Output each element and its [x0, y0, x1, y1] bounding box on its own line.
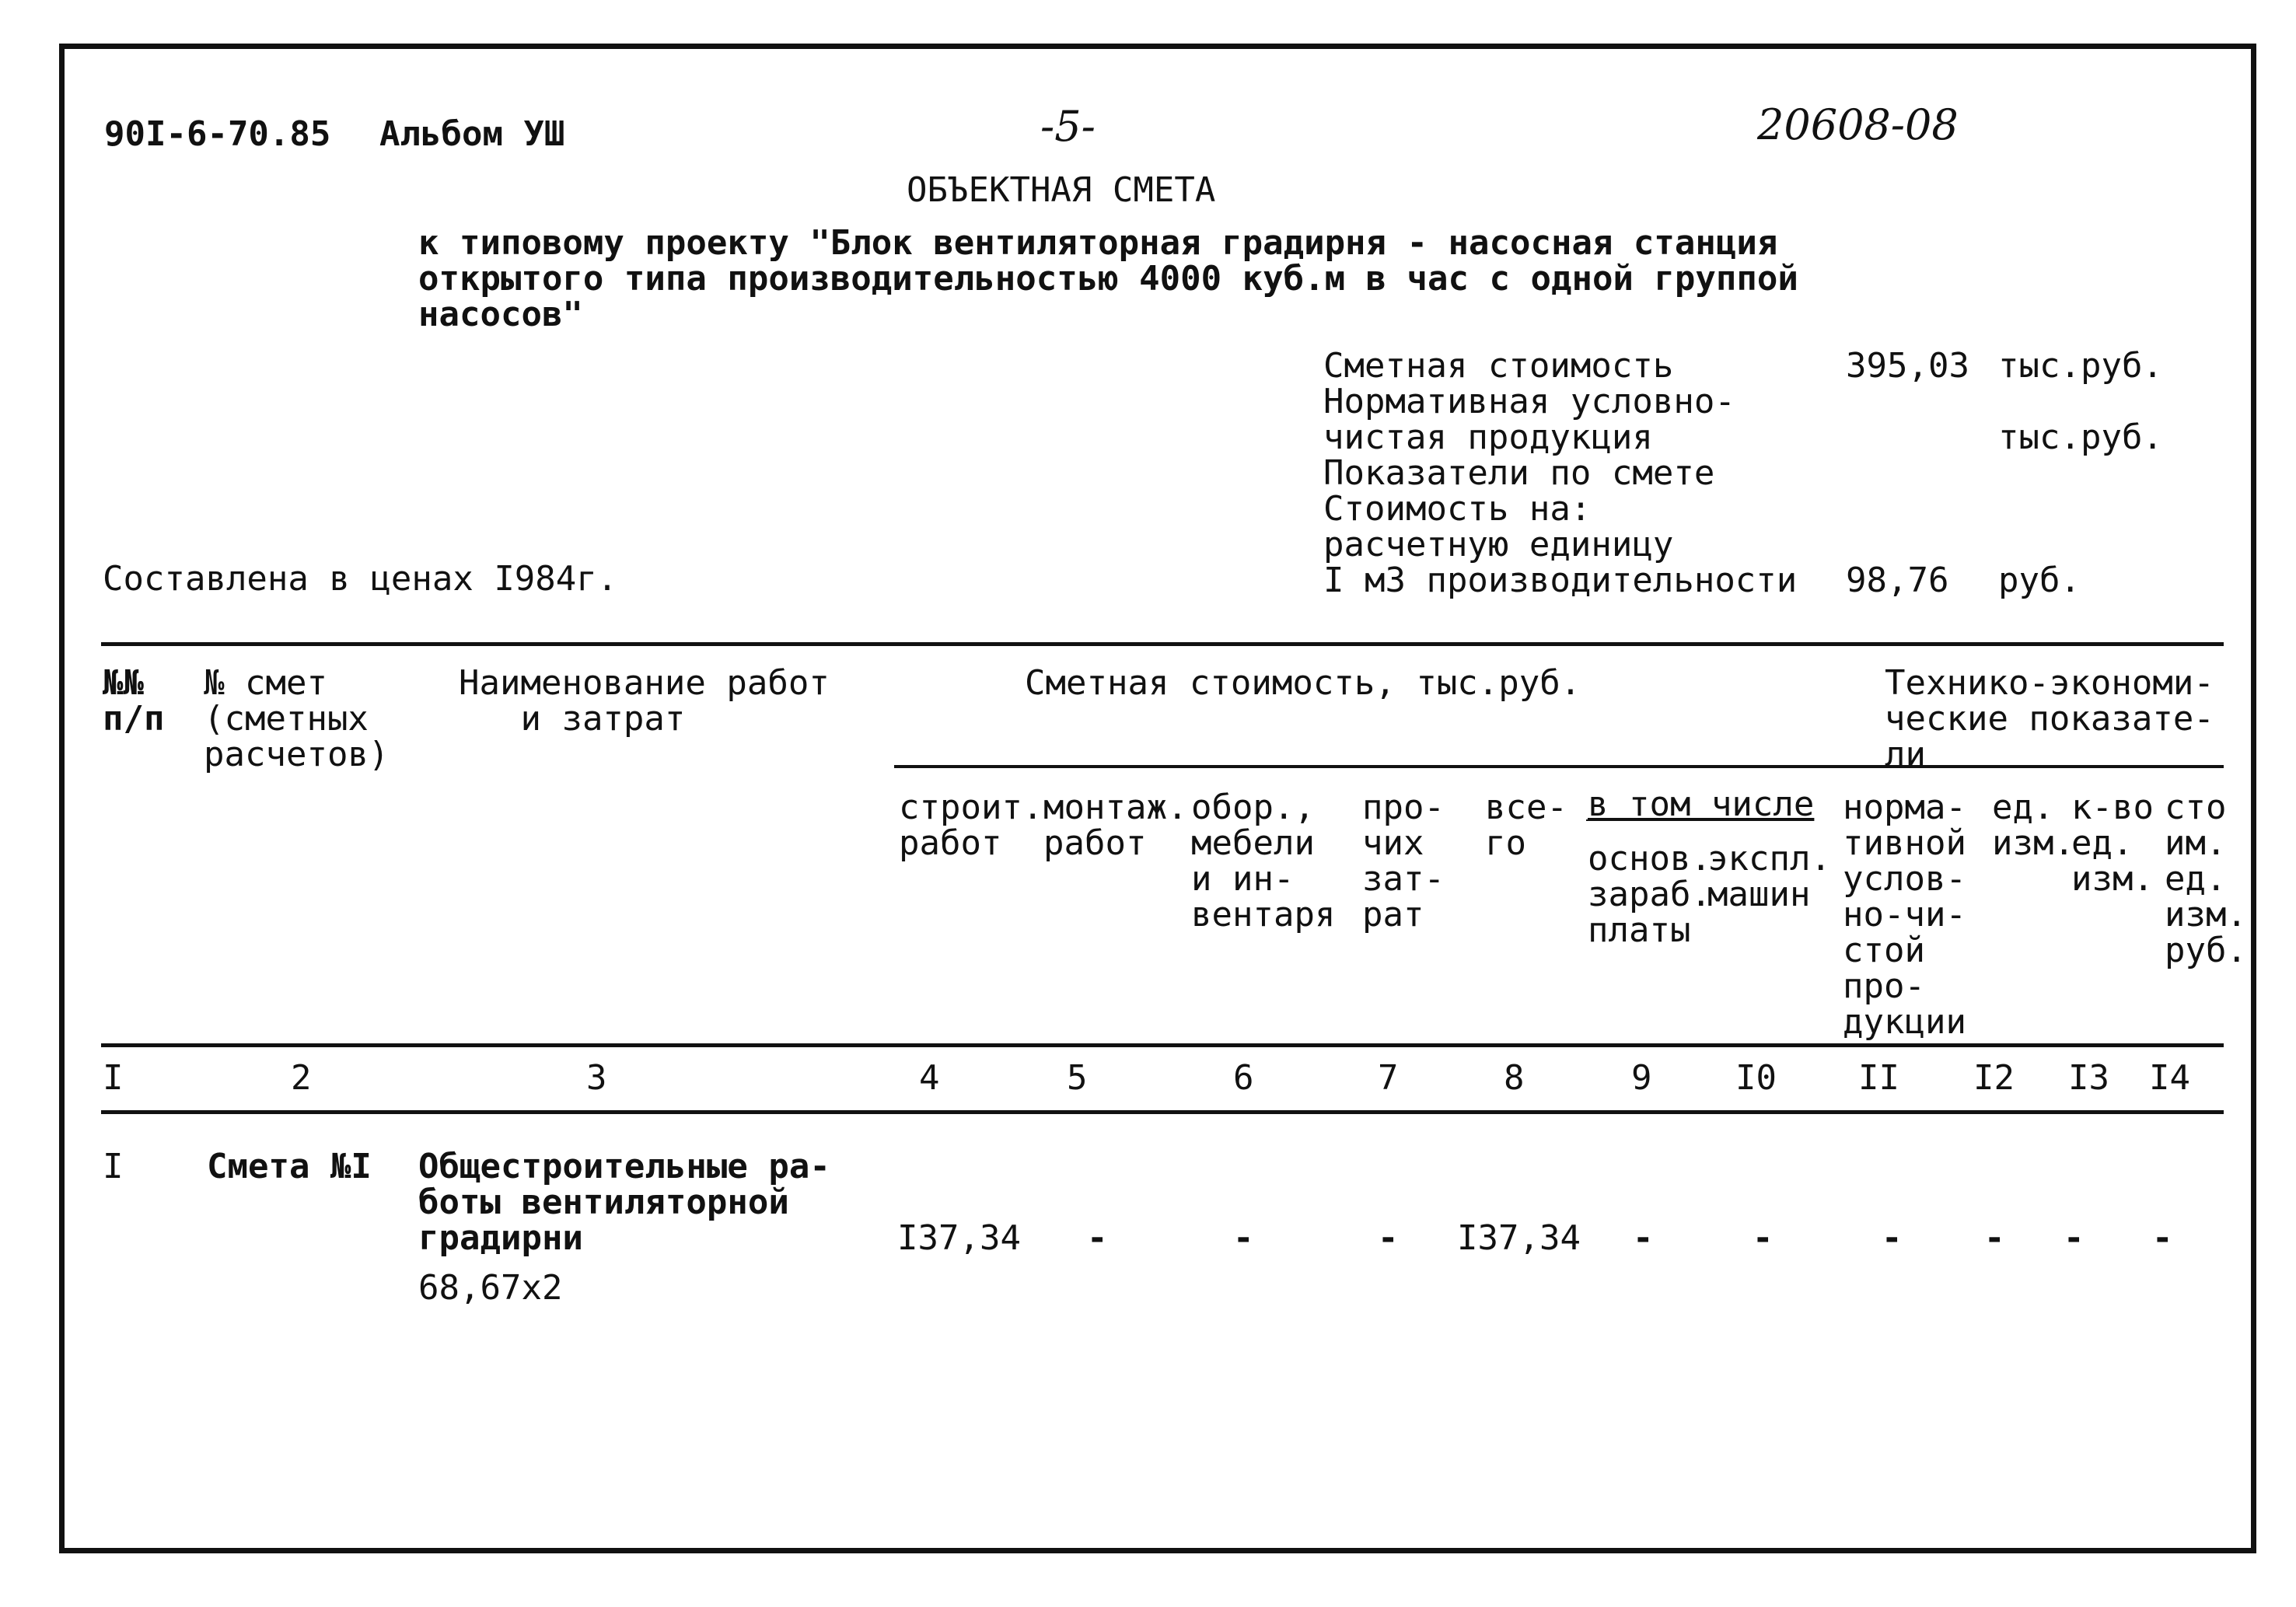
- row-installation-cost: -: [1087, 1218, 1108, 1258]
- col-qty-header: к-во ед. изм.: [2071, 788, 2154, 899]
- row-name: Общестроительные ра- боты вентиляторной градирни: [418, 1147, 830, 1258]
- col-number-7: 7: [1378, 1058, 1399, 1098]
- col-equipment-header: обор., мебели и ин- вентаря: [1191, 788, 1336, 935]
- row-unitcost: -: [2152, 1218, 2173, 1258]
- document-code: 90I-6-70.85: [104, 114, 331, 154]
- row-salary: -: [1633, 1218, 1654, 1258]
- row-construction-cost: I37,34: [897, 1218, 1021, 1258]
- incl-header: в том числе: [1588, 784, 1815, 824]
- row-total-cost: I37,34: [1457, 1218, 1581, 1258]
- cost-per-label: Стоимость на:: [1323, 489, 1592, 529]
- tech-group-header: Технико-экономи- ческие показате- ли: [1885, 663, 2214, 774]
- row-machines: -: [1753, 1218, 1774, 1258]
- cost-unit: тыс.руб.: [1998, 346, 2163, 386]
- subtitle-line-2: открытого типа производительностью 4000 куб.м в час с одной группой: [418, 259, 1798, 299]
- page-number: -5-: [1040, 102, 1096, 151]
- col-number-1: I: [103, 1058, 124, 1098]
- col-other-header: про- чих зат- рат: [1362, 788, 1445, 935]
- capacity-label: I м3 производительности: [1323, 561, 1798, 600]
- norm-label-2: чистая продукция: [1323, 417, 1653, 457]
- numbers-bottom-rule: [101, 1110, 2224, 1114]
- col-number-12: I2: [1973, 1058, 2015, 1098]
- col-number-10: I0: [1735, 1058, 1777, 1098]
- subtitle-line-1: к типовому проекту "Блок вентиляторная градирня - насосная станция: [418, 223, 1778, 263]
- norm-label-1: Нормативная условно-: [1323, 382, 1735, 421]
- prices-note: Составлена в ценах I984г.: [103, 559, 618, 599]
- col-unit-header: ед. изм.: [1992, 788, 2074, 863]
- header-bottom-rule: [101, 1043, 2224, 1047]
- cost-value: 395,03: [1846, 346, 1969, 386]
- row-qty: -: [2064, 1218, 2085, 1258]
- cost-label: Сметная стоимость: [1323, 346, 1674, 386]
- col-number-14: I4: [2149, 1058, 2190, 1098]
- col-estimate-header: № смет (сметных расчетов): [204, 663, 390, 774]
- col-number-8: 8: [1504, 1058, 1525, 1098]
- row-formula: 68,67x2: [418, 1268, 563, 1308]
- row-unit: -: [1984, 1218, 2005, 1258]
- col-total-header: все- го: [1485, 788, 1567, 863]
- col-number-13: I3: [2068, 1058, 2109, 1098]
- col-number-4: 4: [919, 1058, 940, 1098]
- row-other-cost: -: [1378, 1218, 1399, 1258]
- capacity-value: 98,76: [1846, 561, 1949, 600]
- col-number-3: 3: [586, 1058, 607, 1098]
- table-top-rule: [101, 642, 2224, 646]
- col-name-header: Наименование работ и затрат: [459, 663, 830, 739]
- col-unitcost-header: сто им. ед. изм. руб.: [2165, 788, 2247, 970]
- col-number-9: 9: [1631, 1058, 1652, 1098]
- col-installation-header: монтаж. работ: [1043, 788, 1188, 863]
- row-normative: -: [1882, 1218, 1903, 1258]
- col-construction-header: строит. работ: [899, 788, 1043, 863]
- document-number: 20608-08: [1757, 100, 1959, 149]
- capacity-unit: руб.: [1998, 561, 2081, 600]
- album-label: Альбом УШ: [379, 114, 565, 154]
- row-equipment-cost: -: [1233, 1218, 1254, 1258]
- col-number-6: 6: [1233, 1058, 1254, 1098]
- col-salary-header: основ. зараб. платы: [1588, 839, 1711, 950]
- col-machines-header: экспл. машин: [1707, 839, 1831, 914]
- col-number-5: 5: [1067, 1058, 1088, 1098]
- unit-label: расчетную единицу: [1323, 525, 1674, 564]
- indicators-label: Показатели по смете: [1323, 453, 1715, 493]
- col-num-header: №№ п/п: [103, 663, 165, 739]
- row-num: I: [103, 1147, 124, 1186]
- row-estimate: Смета №I: [207, 1147, 372, 1186]
- col-normative-header: норма- тивной услов- но-чи- стой про- дукции: [1843, 788, 1966, 1042]
- col-number-11: II: [1858, 1058, 1899, 1098]
- subtitle-line-3: насосов": [418, 295, 583, 334]
- page-title: ОБЪЕКТНАЯ СМЕТА: [907, 170, 1216, 210]
- cost-group-header: Сметная стоимость, тыс.руб.: [1025, 663, 1581, 703]
- col-number-2: 2: [291, 1058, 312, 1098]
- norm-unit: тыс.руб.: [1998, 417, 2163, 457]
